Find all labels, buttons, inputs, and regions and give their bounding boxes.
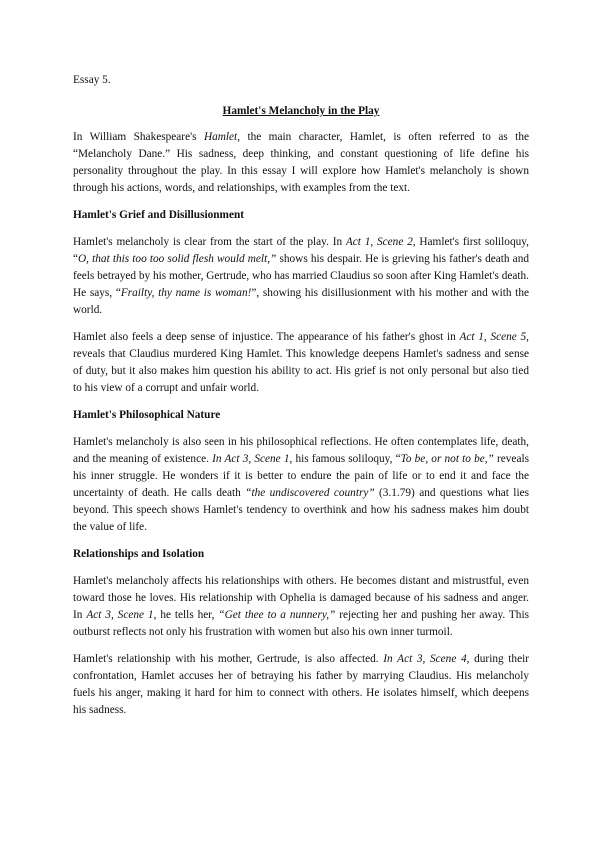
relationships-paragraph-2 xyxy=(73,651,529,719)
italic-run: Act 1, Scene 2 xyxy=(345,236,413,248)
text-run: ”, showing his disillusionment with his mother and with the world. xyxy=(73,287,529,316)
italic-run: To be, or not to be,” xyxy=(400,453,494,465)
grief-paragraph-1 xyxy=(73,234,529,319)
text-run: shows his despair. He is grieving his father's death and feels betrayed by his mother, Gertrude, who has married Claudius so soon after King Hamlet's death. He says, “ xyxy=(73,253,529,299)
text-run: , he tells her, xyxy=(153,609,219,621)
italic-run: In Act 3, Scene 4 xyxy=(383,653,467,665)
text-run: Hamlet's melancholy affects his relationships with others. He becomes distant and mistrustful, even toward those he loves. His relationship with Ophelia is damaged because of his sadness and anger. In xyxy=(73,575,529,621)
text-run: Hamlet's relationship with his mother, Gertrude, is also affected. xyxy=(73,653,384,665)
page-title: Hamlet's Melancholy in the Play xyxy=(222,105,380,117)
relationships-paragraph-1 xyxy=(73,573,529,641)
section-heading-relationships: Relationships and Isolation xyxy=(73,548,205,560)
italic-run: “Get thee to a nunnery,” xyxy=(218,609,336,621)
text-run: Hamlet also feels a deep sense of injustice. The appearance of his father's ghost in xyxy=(73,331,460,343)
italic-run: O, that this too too solid flesh would melt,” xyxy=(78,253,277,265)
section-heading-philosophical: Hamlet's Philosophical Nature xyxy=(73,409,221,421)
text-run: rejecting her and pushing her away. This outburst reflects not only his frustration with women but also his own inner turmoil. xyxy=(73,609,529,638)
text-run: , the main character, Hamlet, is often referred to as the “Melancholy Dane.” His sadness, deep thinking, and constant questioning of life define his personality throughout the play. In this essay I will explore how Hamlet's melancholy is shown through his actions, words, and relationships, with examples from the text. xyxy=(73,131,529,194)
italic-run: In Act 3, Scene 1, xyxy=(212,453,293,465)
italic-run: Act 3, Scene 1 xyxy=(86,609,154,621)
text-run: Hamlet's melancholy is also seen in his philosophical reflections. He often contemplates life, death, and the meaning of existence. xyxy=(73,436,529,465)
text-run: , reveals that Claudius murdered King Hamlet. This knowledge deepens Hamlet's sadness and sense of duty, but it also makes him question his ability to act. His grief is not only personal but also tied to his view of a corrupt and unfair world. xyxy=(73,331,529,394)
text-run: Hamlet's melancholy is clear from the start of the play. In xyxy=(73,236,346,248)
text-run: (3.1.79) and questions what lies beyond. This speech shows Hamlet's tendency to overthink and how his sadness makes him doubt the value of life. xyxy=(73,487,529,533)
grief-paragraph-2 xyxy=(73,329,529,397)
text-run: his famous soliloquy, “ xyxy=(292,453,401,465)
text-run: reveals his inner struggle. He wonders if it is better to endure the pain of life or to end it and face the uncertainty of death. He calls death xyxy=(73,453,529,499)
italic-run: “the undiscovered country” xyxy=(245,487,375,499)
intro-paragraph xyxy=(73,129,529,197)
text-run: , Hamlet's first soliloquy, “ xyxy=(73,236,529,265)
italic-run: Frailty, thy name is woman! xyxy=(120,287,252,299)
section-heading-grief: Hamlet's Grief and Disillusionment xyxy=(73,209,245,221)
essay-label: Essay 5. xyxy=(73,74,111,86)
text-run: , during their confrontation, Hamlet accuses her of betraying his father by marrying Claudius. His melancholy fuels his anger, making it hard for him to connect with others. He isolates himself, which deepens his sadness. xyxy=(73,653,529,716)
italic-run: Hamlet xyxy=(203,131,238,143)
italic-run: Act 1, Scene 5 xyxy=(459,331,527,343)
philosophical-paragraph xyxy=(73,434,529,536)
text-run: In William Shakespeare's xyxy=(73,131,204,143)
document-body xyxy=(73,72,529,729)
